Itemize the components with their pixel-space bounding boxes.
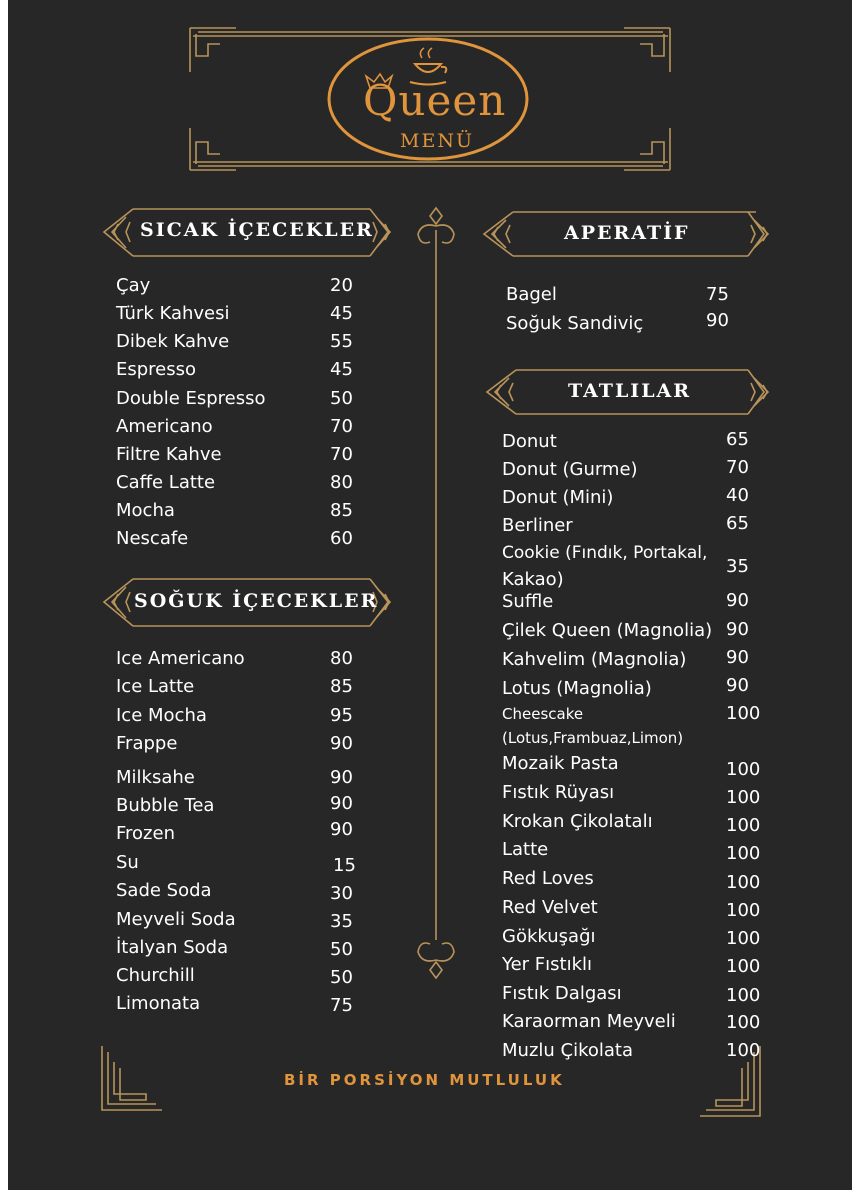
heading-aperatif: APERATİF (564, 222, 690, 244)
tatlilar-item-price: 90 (726, 675, 749, 696)
soguk-item-price: 15 (333, 855, 356, 876)
sicak-item-price: 20 (330, 275, 353, 296)
soguk-item-name: Churchill (116, 965, 195, 986)
tatlilar-item-name: Donut (Gurme) (502, 459, 638, 480)
tatlilar-item-price: 65 (726, 429, 749, 450)
sicak-item-price: 45 (330, 303, 353, 324)
soguk-item-name: Ice Latte (116, 676, 195, 697)
soguk-item-price: 50 (330, 939, 353, 960)
sicak-item-price: 70 (330, 416, 353, 437)
tatlilar-item-price: 100 (726, 787, 761, 808)
brand-subtitle: MENÜ (400, 130, 474, 152)
aperatif-item-name: Soğuk Sandiviç (506, 313, 644, 334)
tatlilar-item-price: 100 (726, 956, 761, 977)
menu-page (8, 0, 852, 1190)
tatlilar-item-price: 100 (726, 1012, 761, 1033)
sicak-item-name: Americano (116, 416, 213, 437)
tatlilar-item-price: 100 (726, 815, 761, 836)
tatlilar-item-name: Lotus (Magnolia) (502, 678, 652, 699)
tatlilar-item-price: 100 (726, 900, 761, 921)
tatlilar-item-price: 35 (726, 556, 749, 577)
soguk-item-price: 95 (330, 705, 353, 726)
soguk-item-price: 90 (330, 733, 353, 754)
tatlilar-item-price: 100 (726, 872, 761, 893)
soguk-item-name: Su (116, 852, 139, 873)
soguk-item-name: Meyveli Soda (116, 909, 236, 930)
sicak-item-name: Türk Kahvesi (116, 303, 230, 324)
soguk-item-name: Milksahe (116, 767, 195, 788)
sicak-item-price: 45 (330, 359, 353, 380)
tatlilar-item-price: 100 (726, 928, 761, 949)
tatlilar-item-price: 70 (726, 457, 749, 478)
tatlilar-item-price: 90 (726, 619, 749, 640)
tatlilar-item-price: 100 (726, 843, 761, 864)
soguk-item-price: 90 (330, 819, 353, 840)
soguk-item-name: İtalyan Soda (116, 937, 229, 958)
heading-sicak: SICAK İÇECEKLER (140, 219, 374, 241)
tatlilar-item-price: 100 (726, 1040, 761, 1061)
sicak-item-name: Çay (116, 275, 151, 296)
soguk-item-price: 35 (330, 911, 353, 932)
sicak-item-price: 50 (330, 388, 353, 409)
aperatif-item-price: 75 (706, 284, 729, 305)
tatlilar-item-price: 100 (726, 703, 761, 724)
soguk-item-price: 50 (330, 967, 353, 988)
tatlilar-item-name-cont: Kakao) (502, 569, 564, 590)
tatlilar-item-price: 65 (726, 513, 749, 534)
sicak-item-price: 60 (330, 528, 353, 549)
tatlilar-item-name: Donut (Mini) (502, 487, 614, 508)
aperatif-item-name: Bagel (506, 284, 557, 305)
sicak-item-name: Double Espresso (116, 388, 266, 409)
tatlilar-item-name: Çilek Queen (Magnolia) (502, 620, 713, 641)
sicak-item-name: Mocha (116, 500, 175, 521)
tatlilar-item-name: Karaorman Meyveli (502, 1011, 676, 1032)
sicak-item-name: Filtre Kahve (116, 444, 222, 465)
tatlilar-item-name: Red Loves (502, 868, 594, 889)
tatlilar-item-name: Latte (502, 839, 549, 860)
soguk-item-price: 75 (330, 995, 353, 1016)
sicak-item-name: Caffe Latte (116, 472, 216, 493)
tatlilar-item-name: Muzlu Çikolata (502, 1040, 634, 1061)
tatlilar-item-name: Fıstık Dalgası (502, 983, 622, 1004)
tatlilar-item-name: Kahvelim (Magnolia) (502, 649, 687, 670)
soguk-item-price: 90 (330, 793, 353, 814)
tatlilar-item-name: Mozaik Pasta (502, 753, 619, 774)
tatlilar-item-price: 90 (726, 647, 749, 668)
tatlilar-item-name: Yer Fıstıklı (502, 954, 593, 975)
tatlilar-item-price: 40 (726, 485, 749, 506)
brand-name: Queen (363, 76, 507, 125)
soguk-item-price: 30 (330, 883, 353, 904)
tatlilar-item-name: Fıstık Rüyası (502, 782, 615, 803)
tatlilar-item-name-cont: (Lotus,Frambuaz,Limon) (502, 729, 684, 747)
tatlilar-item-price: 100 (726, 759, 761, 780)
soguk-item-name: Frappe (116, 733, 178, 754)
tatlilar-item-price: 100 (726, 985, 761, 1006)
tatlilar-item-name: Suffle (502, 591, 554, 612)
tatlilar-item-name: Krokan Çikolatalı (502, 811, 653, 832)
soguk-item-name: Sade Soda (116, 880, 212, 901)
tatlilar-item-price: 90 (726, 590, 749, 611)
sicak-item-name: Nescafe (116, 528, 189, 549)
tatlilar-item-name: Donut (502, 431, 557, 452)
soguk-item-name: Frozen (116, 823, 175, 844)
aperatif-item-price: 90 (706, 310, 729, 331)
tatlilar-item-name: Cheescake (502, 705, 584, 723)
soguk-item-name: Ice Americano (116, 648, 245, 669)
sicak-item-price: 80 (330, 472, 353, 493)
soguk-item-name: Ice Mocha (116, 705, 207, 726)
soguk-item-price: 80 (330, 648, 353, 669)
soguk-item-name: Bubble Tea (116, 795, 215, 816)
sicak-item-name: Dibek Kahve (116, 331, 230, 352)
tatlilar-item-name: Cookie (Fındık, Portakal, (502, 543, 708, 563)
heading-tatlilar: TATLILAR (568, 380, 692, 402)
sicak-item-price: 70 (330, 444, 353, 465)
tatlilar-item-name: Red Velvet (502, 897, 598, 918)
soguk-item-price: 90 (330, 767, 353, 788)
tatlilar-item-name: Berliner (502, 515, 573, 536)
sicak-item-price: 55 (330, 331, 353, 352)
sicak-item-price: 85 (330, 500, 353, 521)
footer-slogan: BİR PORSİYON MUTLULUK (284, 1071, 565, 1089)
tatlilar-item-name: Gökkuşağı (502, 926, 596, 947)
soguk-item-name: Limonata (116, 993, 201, 1014)
heading-soguk: SOĞUK İÇECEKLER (134, 590, 379, 612)
sicak-item-name: Espresso (116, 359, 197, 380)
soguk-item-price: 85 (330, 676, 353, 697)
